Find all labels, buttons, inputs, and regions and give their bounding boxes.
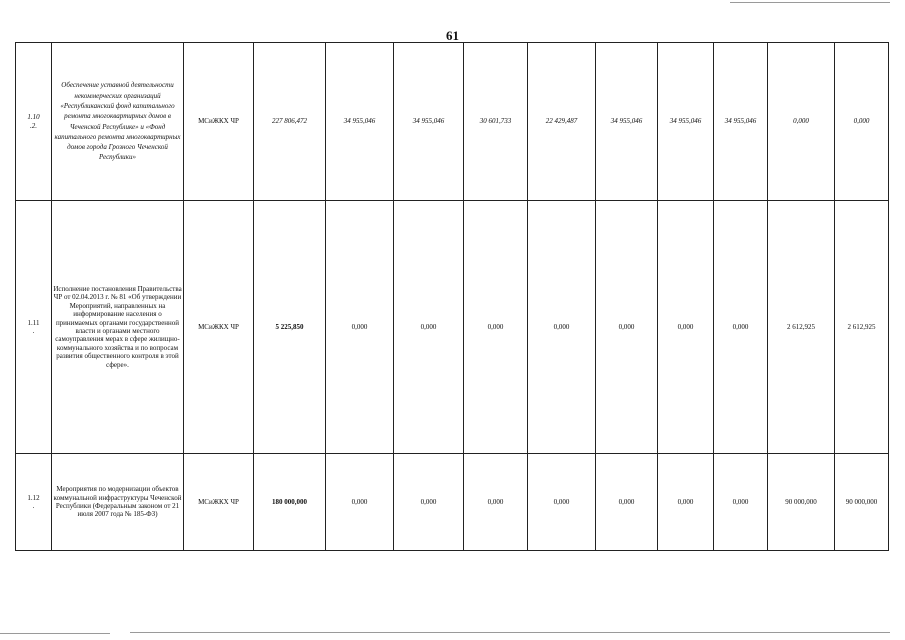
value-cell: 0,000 xyxy=(528,201,596,454)
value-cell: 0,000 xyxy=(658,454,714,551)
value-cell: 0,000 xyxy=(768,43,835,201)
table-row xyxy=(16,43,889,201)
value-cell: 0,000 xyxy=(714,201,768,454)
value-cell: 30 601,733 xyxy=(464,43,528,201)
value-cell: 0,000 xyxy=(596,454,658,551)
row-agency: МСиЖКХ ЧР xyxy=(184,454,254,551)
row-code: 1.10 .2. xyxy=(16,43,52,201)
scan-artifact-bottom xyxy=(130,632,890,633)
table-row xyxy=(16,201,889,454)
row-description: Мероприятия по модернизации объектов коммунальной инфраструктуры Чеченской Республики (Федеральным законом от 21 июля 2007 года № 185-ФЗ) xyxy=(52,454,184,551)
value-cell: 34 955,046 xyxy=(596,43,658,201)
value-cell: 90 000,000 xyxy=(835,454,889,551)
value-cell: 0,000 xyxy=(835,43,889,201)
value-cell: 90 000,000 xyxy=(768,454,835,551)
scan-artifact-top-right xyxy=(730,2,890,3)
value-cell: 0,000 xyxy=(596,201,658,454)
value-cell: 0,000 xyxy=(394,454,464,551)
value-cell: 2 612,925 xyxy=(768,201,835,454)
value-cell: 0,000 xyxy=(326,201,394,454)
value-total: 227 806,472 xyxy=(254,43,326,201)
row-agency: МСиЖКХ ЧР xyxy=(184,43,254,201)
value-cell: 34 955,046 xyxy=(714,43,768,201)
value-cell: 0,000 xyxy=(714,454,768,551)
value-cell: 34 955,046 xyxy=(658,43,714,201)
value-total: 180 000,000 xyxy=(254,454,326,551)
table-row xyxy=(16,454,889,551)
page-number: 61 xyxy=(446,28,459,43)
value-cell: 2 612,925 xyxy=(835,201,889,454)
value-cell: 34 955,046 xyxy=(394,43,464,201)
row-description: Исполнение постановления Правительства ЧР от 02.04.2013 г. № 81 «Об утверждении Мероприятий, направленных на информирование населения о принимаемых органами государственной власти и органами местного самоуправления мерах в сфере жилищно-коммунального хозяйства и по вопросам развития общественного контроля в этой сфере». xyxy=(52,201,184,454)
value-cell: 0,000 xyxy=(464,454,528,551)
scan-artifact-bottom-left xyxy=(0,633,110,634)
row-code: 1.12 . xyxy=(16,454,52,551)
value-cell: 34 955,046 xyxy=(326,43,394,201)
value-cell: 0,000 xyxy=(658,201,714,454)
row-code: 1.11 . xyxy=(16,201,52,454)
value-cell: 0,000 xyxy=(528,454,596,551)
value-cell: 22 429,487 xyxy=(528,43,596,201)
value-total: 5 225,850 xyxy=(254,201,326,454)
value-cell: 0,000 xyxy=(394,201,464,454)
row-agency: МСиЖКХ ЧР xyxy=(184,201,254,454)
budget-table xyxy=(15,42,889,551)
value-cell: 0,000 xyxy=(326,454,394,551)
value-cell: 0,000 xyxy=(464,201,528,454)
row-description: Обеспечение уставной деятельности некоммерческих организаций «Республиканский фонд капитального ремонта многоквартирных домов в Чеченской Республике» и «Фонд капитального ремонта многоквартирных домов города Грозного Чеченской Республики» xyxy=(52,43,184,201)
